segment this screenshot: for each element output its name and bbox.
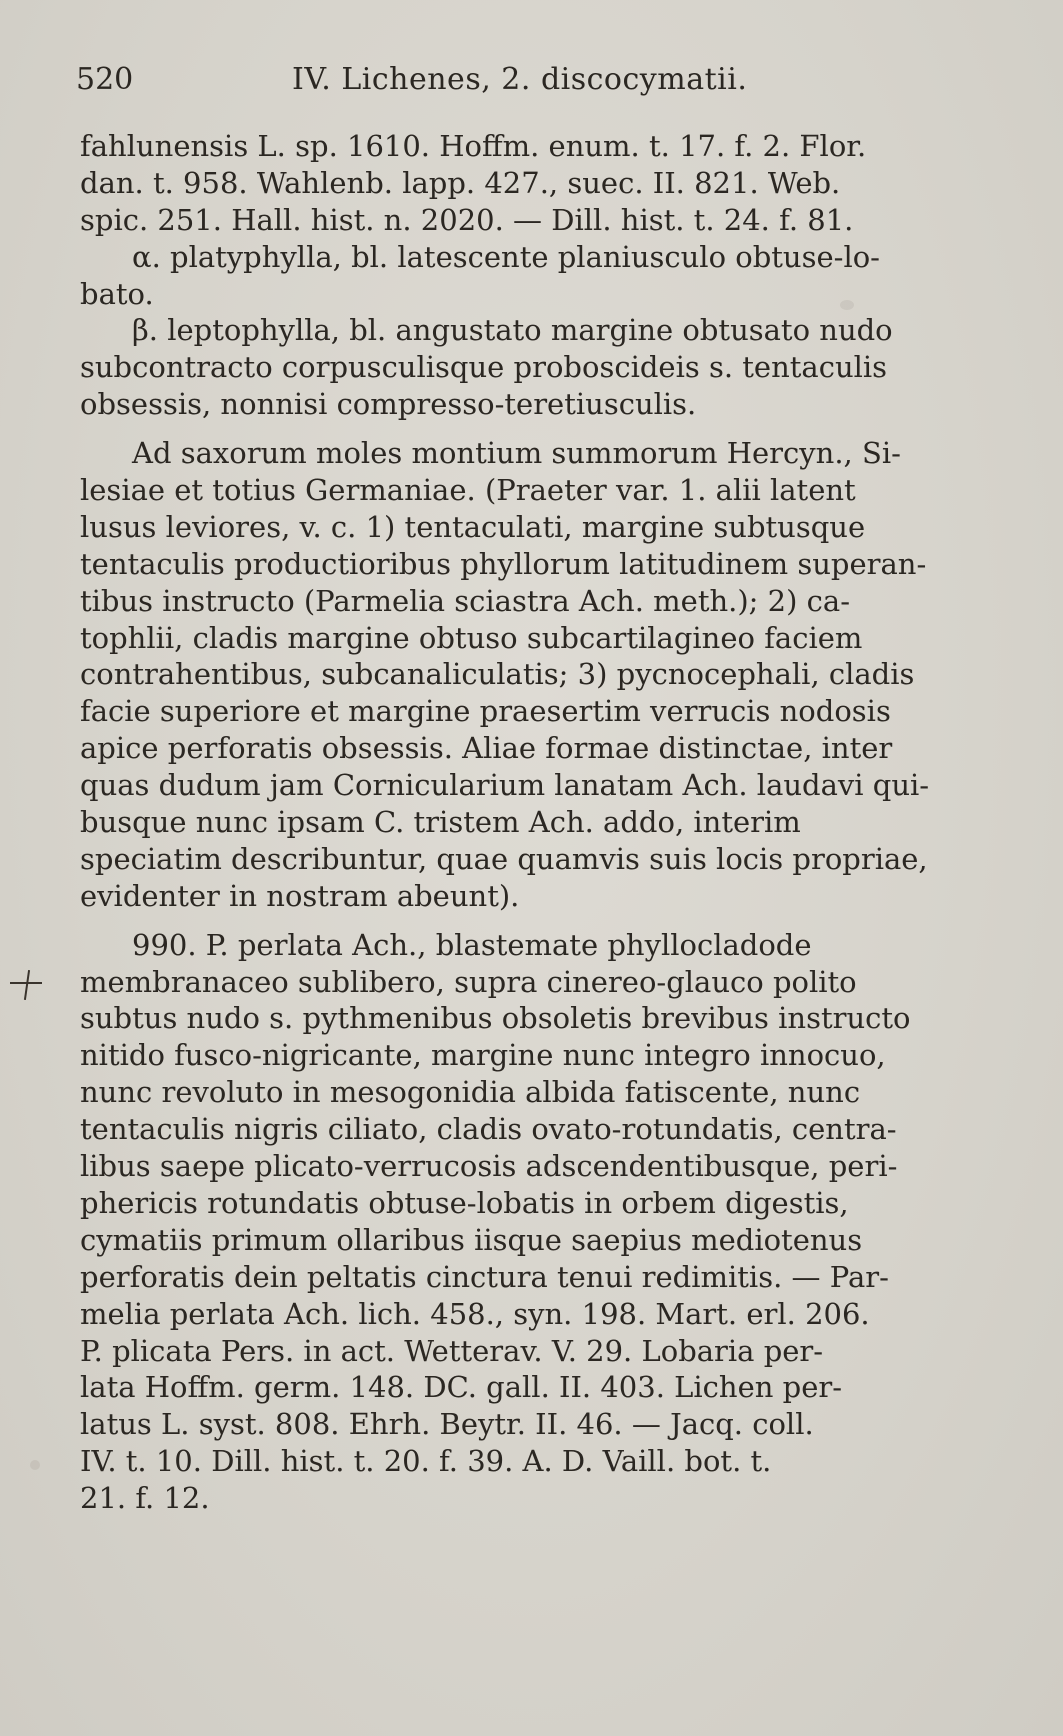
text-line: bato. xyxy=(80,276,154,311)
text-line: nunc revoluto in mesogonidia albida fatiscente, nunc xyxy=(80,1075,861,1110)
text-line: cymatiis primum ollaribus iisque saepius mediotenus xyxy=(80,1222,863,1257)
text-line: facie superiore et margine praesertim verrucis nodosis xyxy=(80,694,891,729)
text-line: spic. 251. Hall. hist. n. 2020. — Dill. hist. t. 24. f. 81. xyxy=(80,202,854,237)
text-line: IV. t. 10. Dill. hist. t. 20. f. 39. A. D. Vaill. bot. t. xyxy=(80,1444,772,1479)
text-line: libus saepe plicato-verrucosis adscendentibusque, peri- xyxy=(80,1149,898,1184)
page-body xyxy=(80,128,996,1517)
text-line: lata Hoffm. germ. 148. DC. gall. II. 403. Lichen per- xyxy=(80,1370,843,1405)
page-number: 520 xyxy=(76,62,134,97)
text-line: tentaculis nigris ciliato, cladis ovato-rotundatis, centra- xyxy=(80,1112,897,1147)
text-line: tophlii, cladis margine obtuso subcartilagineo faciem xyxy=(80,620,863,655)
text-line: tibus instructo (Parmelia sciastra Ach. meth.); 2) ca- xyxy=(80,583,850,618)
paper-spot xyxy=(30,1460,40,1470)
margin-cross-mark xyxy=(6,968,46,1008)
running-head: IV. Lichenes, 2. discocymatii. xyxy=(292,62,748,97)
text-line: nitido fusco-nigricante, margine nunc integro innocuo, xyxy=(80,1038,886,1073)
text-line: evidenter in nostram abeunt). xyxy=(80,878,520,913)
species-entry-990: 990. P. perlata Ach., blastemate phyllocladode xyxy=(132,927,812,962)
page-header xyxy=(76,62,996,102)
text-line: 21. f. 12. xyxy=(80,1481,210,1516)
text-line: P. plicata Pers. in act. Wetterav. V. 29. Lobaria per- xyxy=(80,1333,824,1368)
text-line: dan. t. 958. Wahlenb. lapp. 427., suec. II. 821. Web. xyxy=(80,165,841,200)
text-line: obsessis, nonnisi compresso-teretiusculis. xyxy=(80,387,697,422)
text-line: subtus nudo s. pythmenibus obsoletis brevibus instructo xyxy=(80,1001,911,1036)
text-line: apice perforatis obsessis. Aliae formae distinctae, inter xyxy=(80,731,893,766)
text-line: speciatim describuntur, quae quamvis suis locis propriae, xyxy=(80,841,928,876)
variety-beta-line: β. leptophylla, bl. angustato margine obtusato nudo xyxy=(132,313,893,348)
text-line: membranaceo sublibero, supra cinereo-glauco polito xyxy=(80,964,857,999)
variety-alpha-line: α. platyphylla, bl. latescente planiusculo obtuse-lo- xyxy=(132,239,880,274)
text-line: phericis rotundatis obtuse-lobatis in orbem digestis, xyxy=(80,1185,849,1220)
text-line: busque nunc ipsam C. tristem Ach. addo, interim xyxy=(80,805,801,840)
text-line: contrahentibus, subcanaliculatis; 3) pycnocephali, cladis xyxy=(80,657,915,692)
text-line: quas dudum jam Cornicularium lanatam Ach. laudavi qui- xyxy=(80,768,930,803)
text-line: melia perlata Ach. lich. 458., syn. 198. Mart. erl. 206. xyxy=(80,1296,870,1331)
habitat-paragraph-start: Ad saxorum moles montium summorum Hercyn., Si- xyxy=(132,436,901,471)
text-line: subcontracto corpusculisque proboscideis s. tentaculis xyxy=(80,350,888,385)
text-line: tentaculis productioribus phyllorum latitudinem superan- xyxy=(80,546,927,581)
text-line: lesiae et totius Germaniae. (Praeter var. 1. alii latent xyxy=(80,473,856,508)
text-line: lusus leviores, v. c. 1) tentaculati, margine subtusque xyxy=(80,509,866,544)
text-line: fahlunensis L. sp. 1610. Hoffm. enum. t. 17. f. 2. Flor. xyxy=(80,129,867,163)
text-line: perforatis dein peltatis cinctura tenui redimitis. — Par- xyxy=(80,1259,889,1294)
text-line: latus L. syst. 808. Ehrh. Beytr. II. 46. — Jacq. coll. xyxy=(80,1407,814,1442)
